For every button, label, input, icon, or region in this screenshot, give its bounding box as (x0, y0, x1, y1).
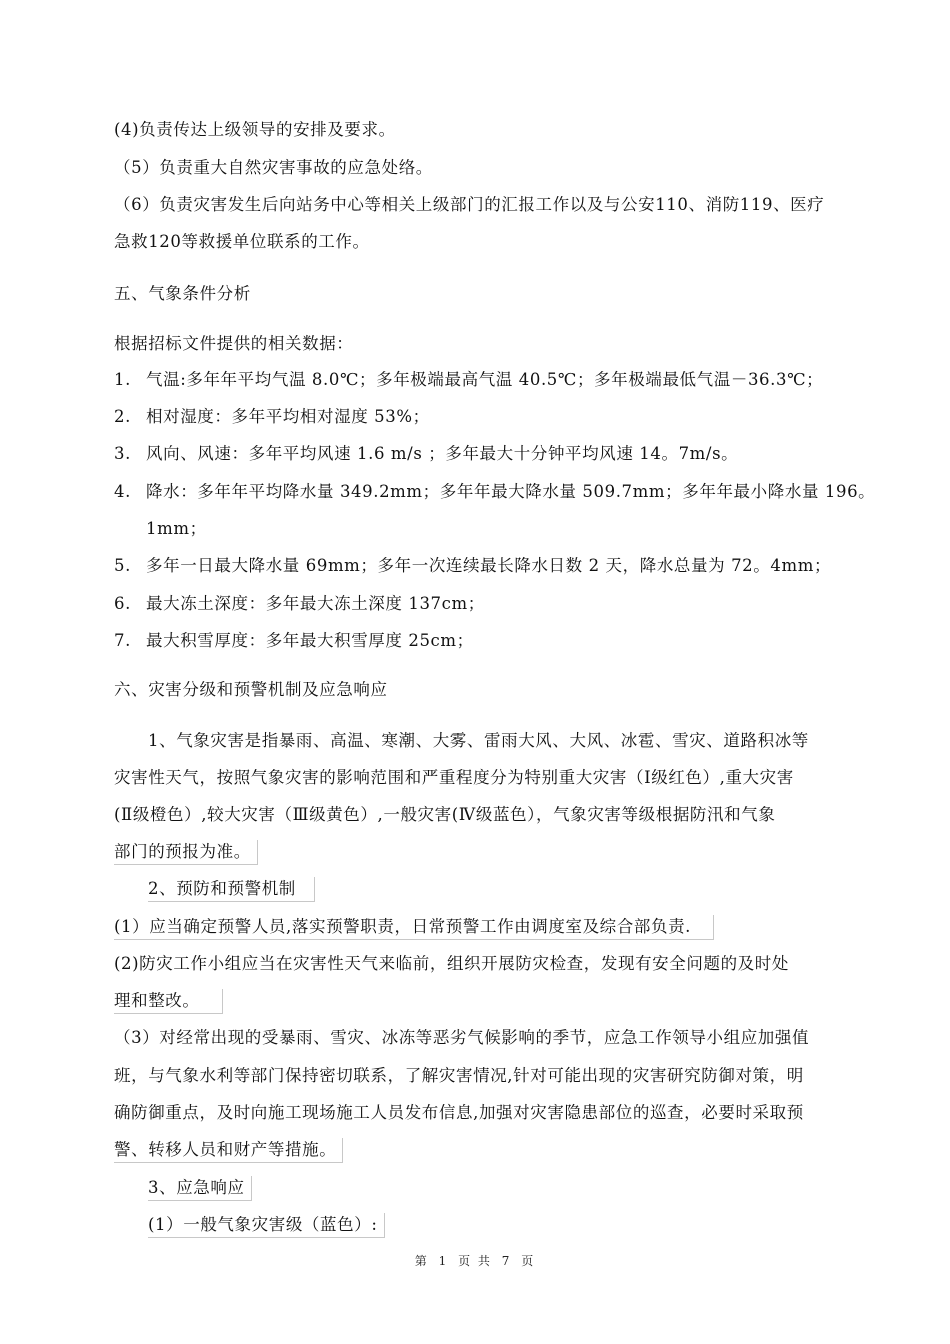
prevention-item-2-line: (2)防灾工作小组应当在灾害性天气来临前，组织开展防灾检查，发现有安全问题的及时处 (114, 954, 789, 973)
weather-item-text: 最大冻土深度：多年最大冻土深度 137cm； (146, 594, 485, 613)
weather-item-text: 最大积雪厚度：多年最大积雪厚度 25cm； (146, 631, 474, 650)
weather-item-text: 降水：多年年平均降水量 349.2mm；多年年最大降水量 509.7mm；多年年最小降水量 196。 (146, 482, 876, 501)
prevention-item-2-line: 理和整改。 (114, 989, 223, 1014)
weather-item (114, 629, 474, 653)
resp-item-6-line1: （6）负责灾害发生后向站务中心等相关上级部门的汇报工作以及与公安110、消防119、医疗 (114, 195, 825, 214)
page-total: 7 (501, 1254, 512, 1268)
weather-item (114, 405, 430, 429)
section6-heading: 六、灾害分级和预警机制及应急响应 (114, 680, 388, 699)
page-number: 1 (438, 1254, 449, 1268)
weather-item-text: 相对湿度：多年平均相对湿度 53%； (146, 407, 430, 426)
prevention-item-3-line: 确防御重点，及时向施工现场施工人员发布信息,加强对灾害隐患部位的巡查，必要时采取预 (114, 1103, 804, 1122)
disaster-definition-line: 1、气象灾害是指暴雨、高温、寒潮、大雾、雷雨大风、大风、冰雹、雪灾、道路积冰等 (148, 731, 809, 750)
weather-item-number: 5. (114, 556, 131, 575)
footer-prefix: 第 (414, 1254, 429, 1268)
resp-item-4: (4)负责传达上级领导的安排及要求。 (114, 120, 396, 139)
prevention-item-3-line: 警、转移人员和财产等措施。 (114, 1138, 343, 1163)
weather-item-number: 6. (114, 594, 131, 613)
weather-item-number: 7. (114, 631, 131, 650)
page-footer (0, 1252, 950, 1269)
weather-item-text: 气温:多年年平均气温 8.0℃；多年极端最高气温 40.5℃；多年极端最低气温－36.3℃； (146, 370, 824, 389)
weather-item (114, 480, 875, 504)
prevention-item-3-line: （3）对经常出现的受暴雨、雪灾、冰冻等恶劣气候影响的季节，应急工作领导小组应加强值 (114, 1028, 810, 1047)
section5-heading: 五、气象条件分析 (114, 284, 251, 303)
footer-middle: 页 共 (458, 1254, 492, 1268)
prevention-item-3-line: 班，与气象水利等部门保持密切联系，了解灾害情况,针对可能出现的灾害研究防御对策，明 (114, 1066, 804, 1085)
resp-item-6-line2: 急救120等救援单位联系的工作。 (114, 232, 370, 251)
weather-item-number: 3. (114, 444, 131, 463)
emergency-response-heading: 3、应急响应 (148, 1176, 252, 1201)
weather-item-number: 1. (114, 370, 131, 389)
weather-item (114, 368, 823, 392)
prevention-heading: 2、预防和预警机制 (148, 877, 315, 902)
disaster-definition-line: 灾害性天气，按照气象灾害的影响范围和严重程度分为特别重大灾害（Ⅰ级红色）,重大灾害 (114, 768, 794, 787)
footer-suffix: 页 (521, 1254, 536, 1268)
weather-item-text: 风向、风速：多年平均风速 1.6 m/s ；多年最大十分钟平均风速 14。7m/s。 (146, 444, 739, 463)
weather-item (114, 554, 831, 578)
weather-item-number: 4. (114, 482, 131, 501)
prevention-item-1: (1）应当确定预警人员,落实预警职责，日常预警工作由调度室及综合部负责. (114, 915, 714, 940)
weather-item-text: 1mm； (146, 519, 207, 538)
weather-item-continued (114, 517, 207, 541)
disaster-definition-line: (Ⅱ级橙色）,较大灾害（Ⅲ级黄色）,一般灾害(Ⅳ级蓝色），气象灾害等级根据防汛和气象 (114, 805, 776, 824)
resp-item-5: （5）负责重大自然灾害事故的应急处络。 (114, 158, 433, 177)
weather-item-text: 多年一日最大降水量 69mm；多年一次连续最长降水日数 2 天，降水总量为 72。4mm； (146, 556, 832, 575)
disaster-definition-line: 部门的预报为准。 (114, 840, 258, 865)
weather-item (114, 592, 485, 616)
emergency-response-item-1: (1）一般气象灾害级（蓝色）: (148, 1213, 385, 1238)
section5-intro: 根据招标文件提供的相关数据： (114, 334, 354, 353)
weather-item (114, 442, 738, 466)
weather-item-number: 2. (114, 407, 131, 426)
